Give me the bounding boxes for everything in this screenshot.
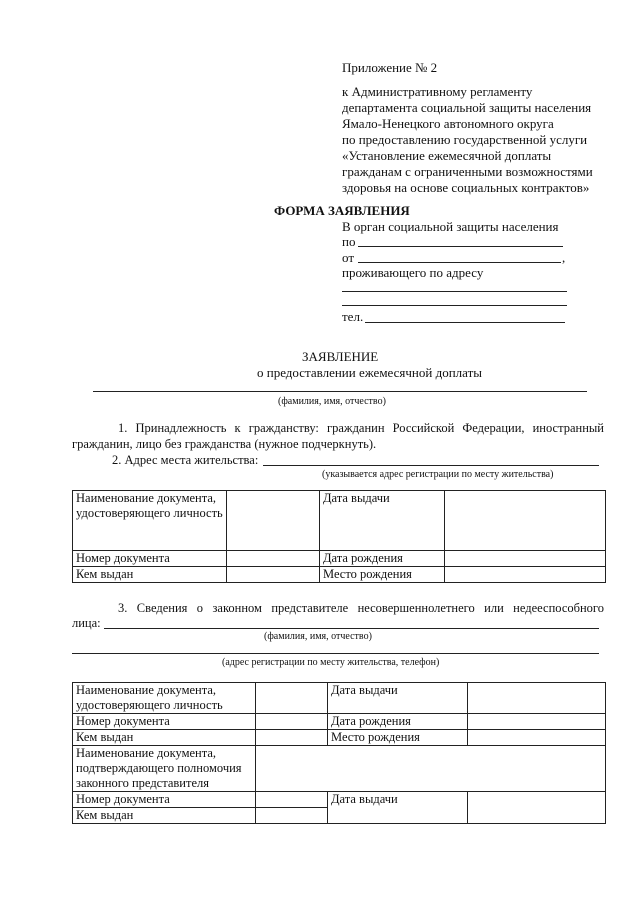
birth-date-label: Дата рождения — [320, 551, 445, 567]
birth-date-value[interactable] — [445, 551, 606, 567]
doc-name-value[interactable] — [227, 491, 320, 551]
statement-subtitle: о предоставлении ежемесячной доплаты — [257, 365, 482, 380]
rep-issued-by-value[interactable] — [256, 730, 328, 746]
doc-name-label: Наименование документа, удостоверяющего личность — [73, 491, 227, 551]
authority-doc-label: Наименование документа, подтверждающего полномочия законного представителя — [73, 746, 256, 792]
tel-label: тел. — [342, 309, 364, 324]
identity-document-table — [72, 490, 606, 583]
rep-address-hint: (адрес регистрации по месту жительства, телефон) — [222, 657, 440, 668]
rep-doc-name-label: Наименование документа, удостоверяющего личность — [73, 683, 256, 714]
rep-birth-date-value[interactable] — [468, 714, 606, 730]
address-label: 2. Адрес места жительства: — [112, 453, 259, 467]
statement-title: ЗАЯВЛЕНИЕ — [302, 349, 379, 364]
citizenship-line-1: 1. Принадлежность к гражданству: гражданин Российской Федерации, иностранный — [118, 421, 604, 435]
authority-issue-date-label: Дата выдачи — [328, 792, 468, 824]
authority-doc-number-label: Номер документа — [73, 792, 256, 808]
address-hint: (указывается адрес регистрации по месту жительства) — [322, 469, 554, 480]
address-line-2[interactable] — [342, 305, 567, 306]
authority-doc-number-value[interactable] — [256, 792, 328, 808]
representative-line-1: 3. Сведения о законном представителе несовершеннолетнего или недееспособного — [118, 601, 604, 615]
representative-document-table — [72, 682, 606, 824]
rep-fio-hint: (фамилия, имя, отчество) — [264, 631, 372, 642]
birth-place-value[interactable] — [445, 567, 606, 583]
rep-birth-date-label: Дата рождения — [328, 714, 468, 730]
issue-date-label: Дата выдачи — [320, 491, 445, 551]
rep-doc-number-label: Номер документа — [73, 714, 256, 730]
rep-doc-name-value[interactable] — [256, 683, 328, 714]
appendix-line: гражданам с ограниченными возможностями — [342, 164, 593, 179]
issue-date-value[interactable] — [445, 491, 606, 551]
representative-address-line[interactable] — [72, 653, 599, 654]
doc-number-value[interactable] — [227, 551, 320, 567]
authority-issued-by-value[interactable] — [256, 808, 328, 824]
residence-address-line[interactable] — [263, 465, 599, 466]
appendix-line: к Административному регламенту — [342, 84, 533, 99]
appendix-title: Приложение № 2 — [342, 60, 438, 75]
rep-issue-date-value[interactable] — [468, 683, 606, 714]
authority-issue-date-value[interactable] — [468, 792, 606, 824]
representative-line-2: лица: — [72, 616, 101, 630]
applicant-fio-line[interactable] — [93, 391, 587, 392]
doc-number-label: Номер документа — [73, 551, 227, 567]
issued-by-label: Кем выдан — [73, 567, 227, 583]
authority-doc-value[interactable] — [256, 746, 606, 792]
appendix-line: здоровья на основе социальных контрактов» — [342, 180, 590, 195]
appendix-line: департамента социальной защиты населения — [342, 100, 592, 115]
address-line-1[interactable] — [342, 291, 567, 292]
form-title: ФОРМА ЗАЯВЛЕНИЯ — [274, 203, 410, 218]
appendix-line: по предоставлению государственной услуги — [342, 132, 588, 147]
appendix-line: Ямало-Ненецкого автономного округа — [342, 116, 554, 131]
po-line[interactable] — [358, 246, 563, 247]
addressee-organ: В орган социальной защиты населения — [342, 219, 559, 234]
rep-birth-place-value[interactable] — [468, 730, 606, 746]
rep-birth-place-label: Место рождения — [328, 730, 468, 746]
addressee-po-label: по — [342, 234, 356, 249]
birth-place-label: Место рождения — [320, 567, 445, 583]
rep-issued-by-label: Кем выдан — [73, 730, 256, 746]
tel-line[interactable] — [365, 322, 565, 323]
ot-line[interactable] — [358, 262, 561, 263]
rep-doc-number-value[interactable] — [256, 714, 328, 730]
addressee-ot-label: от — [342, 250, 355, 265]
ot-comma: , — [562, 250, 566, 265]
fio-hint: (фамилия, имя, отчество) — [278, 396, 386, 407]
issued-by-value[interactable] — [227, 567, 320, 583]
residing-label: проживающего по адресу — [342, 265, 484, 280]
representative-fio-line[interactable] — [104, 628, 599, 629]
authority-issued-by-label: Кем выдан — [73, 808, 256, 824]
citizenship-line-2: гражданин, лицо без гражданства (нужное подчеркнуть). — [72, 437, 377, 451]
appendix-line: «Установление ежемесячной доплаты — [342, 148, 552, 163]
rep-issue-date-label: Дата выдачи — [328, 683, 468, 714]
